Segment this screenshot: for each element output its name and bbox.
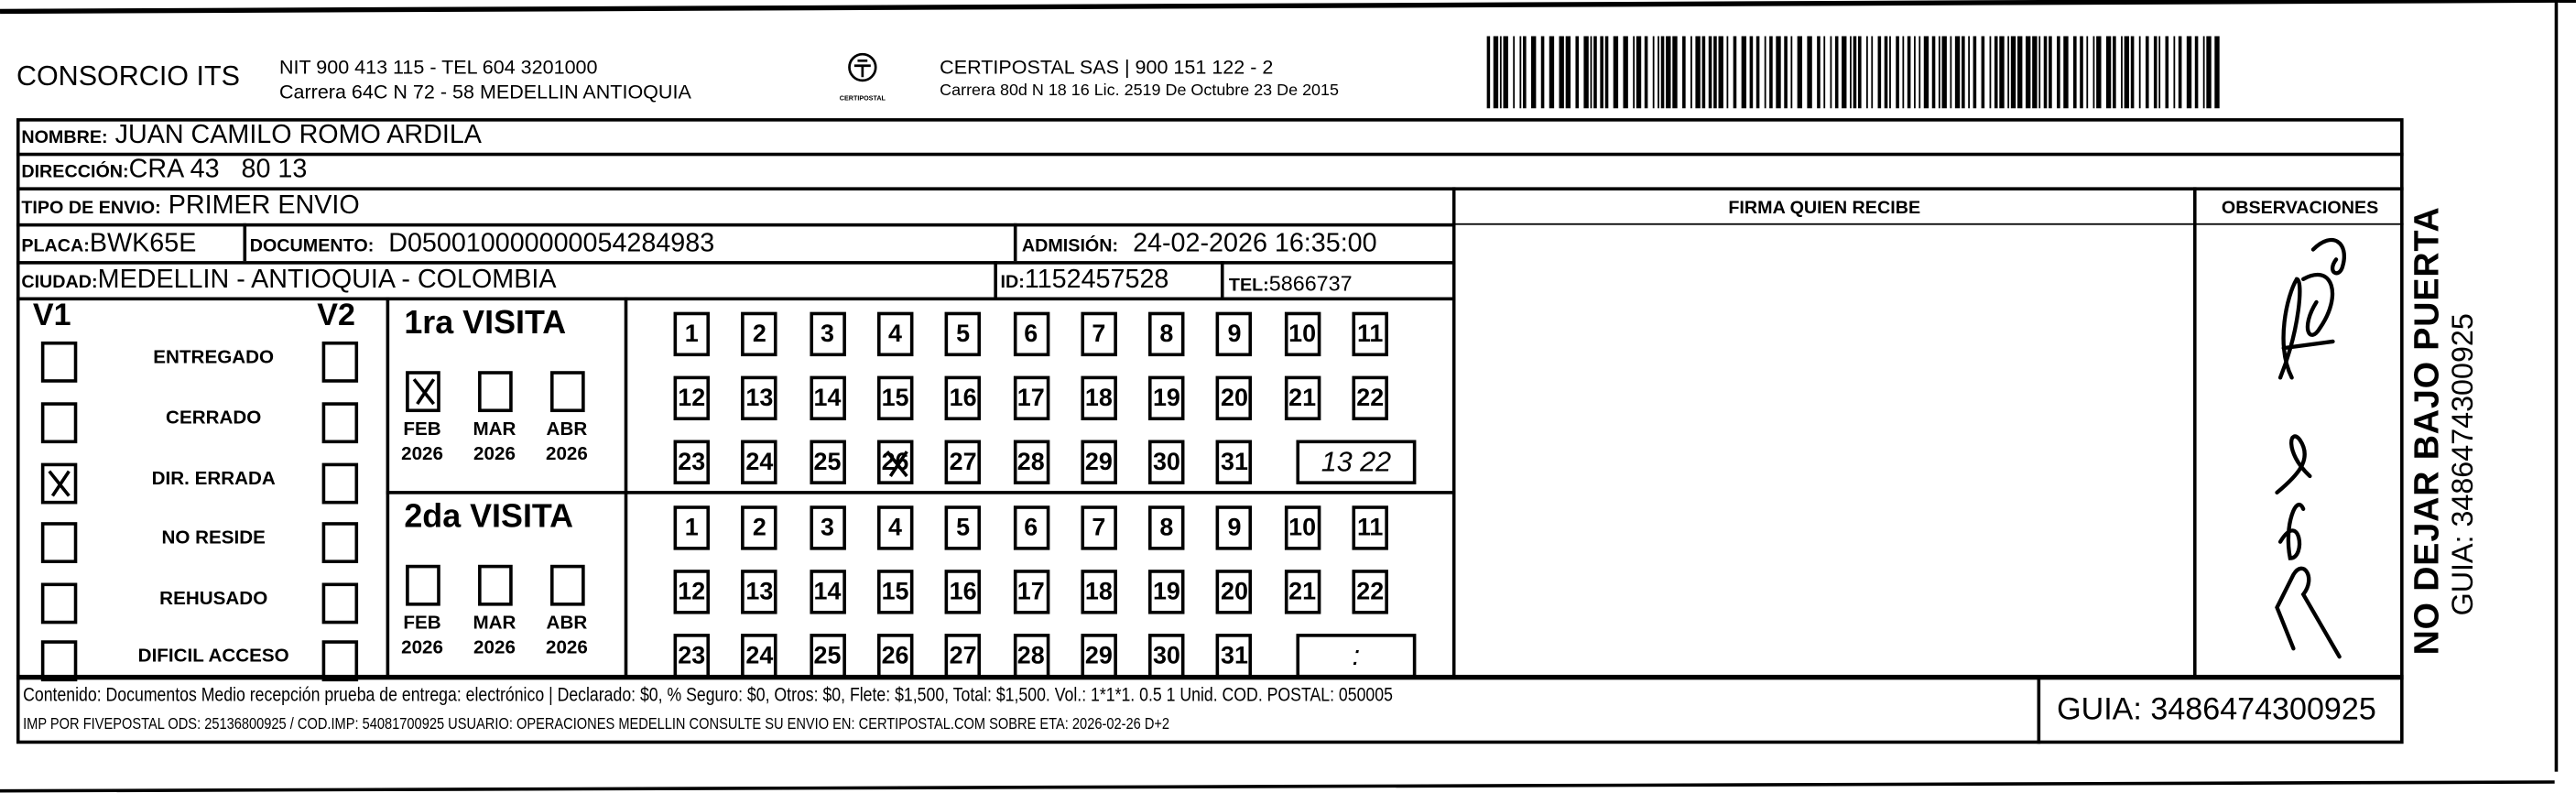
nombre-value: JUAN CAMILO ROMO ARDILA	[114, 121, 482, 150]
barcode-bar	[1636, 36, 1641, 108]
year-label: 2026	[545, 638, 588, 658]
barcode-bar	[1776, 36, 1780, 108]
v1-checkbox[interactable]	[41, 583, 77, 625]
day-box[interactable]: 26	[877, 440, 913, 484]
logo-icon	[844, 49, 880, 85]
day-box[interactable]: 26	[877, 634, 913, 678]
barcode-bar	[2139, 36, 2141, 108]
day-box[interactable]: 25	[810, 634, 845, 678]
id-label: ID:	[1000, 272, 1025, 293]
carrier-info	[940, 56, 1339, 103]
barcode-bar	[2206, 36, 2211, 108]
day-box[interactable]: 21	[1284, 376, 1320, 420]
month-label: FEB	[403, 420, 441, 440]
admision-value: 24-02-2026 16:35:00	[1133, 230, 1377, 258]
v2-checkbox[interactable]	[322, 342, 358, 383]
barcode-bar	[1853, 36, 1857, 108]
barcode-bar	[1633, 36, 1635, 108]
barcode-bar	[1924, 36, 1929, 108]
day-box[interactable]: 13	[742, 376, 777, 420]
barcode-bar	[1982, 36, 1985, 108]
nombre-label: NOMBRE:	[21, 127, 108, 148]
day-box[interactable]: 12	[674, 570, 710, 614]
barcode-bar	[2158, 36, 2160, 108]
barcode-bar	[1726, 36, 1728, 108]
barcode-bar	[1878, 36, 1882, 108]
status-label: DIR. ERRADA	[151, 469, 276, 490]
admision-label: ADMISIÓN:	[1021, 236, 1119, 256]
day-box[interactable]: 4	[877, 505, 913, 549]
v1-checkbox[interactable]	[41, 522, 77, 563]
documento-label: DOCUMENTO:	[249, 236, 375, 256]
barcode-bar	[1713, 36, 1717, 108]
year-label: 2026	[473, 444, 516, 465]
barcode-bar	[1742, 36, 1746, 108]
day-box[interactable]: 3	[810, 505, 845, 549]
barcode-bar	[1653, 36, 1655, 108]
company-info	[279, 56, 691, 105]
barcode-bar	[2057, 36, 2060, 108]
v1-checkbox[interactable]	[41, 402, 77, 443]
day-box[interactable]: 24	[742, 634, 777, 678]
day-box[interactable]: 22	[1352, 570, 1387, 614]
barcode-bar	[2096, 36, 2101, 108]
barcode-bar	[1531, 36, 1536, 108]
direccion-value: CRA 43 80 13	[128, 156, 308, 184]
tipo-value: PRIMER ENVIO	[168, 191, 360, 221]
barcode-bar	[1942, 36, 1947, 108]
v1-checkbox[interactable]	[41, 342, 77, 383]
contents-text: Contenido: Documentos Medio recepción prueba de entrega: electrónico | Declarado: $0, % Seguro: $0, Otros: $0, Flete: $1,500, Total: $1,500. Vol.: 1*1*1. 0.5 1 Unid. COD. POSTAL: 050005	[23, 684, 1393, 706]
day-box[interactable]: 15	[877, 376, 913, 420]
tel-label: TEL:	[1228, 276, 1269, 296]
barcode-bar	[1566, 36, 1571, 108]
side-notice	[2408, 206, 2479, 655]
barcode-bar	[1750, 36, 1754, 108]
barcode-bar	[2017, 36, 2022, 108]
barcode-bar	[2146, 36, 2149, 108]
barcode-bar	[2214, 36, 2219, 108]
day-box[interactable]: 8	[1148, 505, 1184, 549]
barcode-bar	[1623, 36, 1627, 108]
day-box[interactable]: 12	[674, 376, 710, 420]
contents-line	[23, 685, 1635, 706]
day-box[interactable]: 15	[877, 570, 913, 614]
barcode-bar	[2011, 36, 2016, 108]
day-box[interactable]: 16	[945, 376, 981, 420]
month-checkbox[interactable]	[550, 371, 585, 412]
barcode-bar	[1962, 36, 1965, 108]
barcode-bar	[2131, 36, 2135, 108]
v2-checkbox[interactable]	[322, 640, 358, 681]
day-box[interactable]: 11	[1352, 505, 1387, 549]
day-box[interactable]: 7	[1081, 505, 1116, 549]
year-label: 2026	[545, 444, 588, 465]
barcode-bar	[1672, 36, 1677, 108]
month-label: MAR	[473, 614, 516, 635]
day-box[interactable]: 1	[674, 505, 710, 549]
barcode-bar	[2113, 36, 2116, 108]
day-box[interactable]: 23	[674, 440, 710, 484]
barcode-bar	[1519, 36, 1521, 108]
day-box[interactable]: 20	[1216, 376, 1252, 420]
company-address: Carrera 64C N 72 - 58 MEDELLIN ANTIOQUIA	[278, 80, 691, 103]
barcode-bar	[1702, 36, 1706, 108]
day-box[interactable]: 13	[742, 570, 777, 614]
day-box[interactable]: 17	[1013, 376, 1049, 420]
month-checkbox[interactable]	[406, 371, 440, 412]
barcode-bar	[2080, 36, 2083, 108]
barcode-bar	[1513, 36, 1515, 108]
day-box[interactable]: 21	[1284, 570, 1320, 614]
barcode-bar	[1914, 36, 1916, 108]
direccion-label: DIRECCIÓN:	[21, 162, 129, 183]
firma-header: FIRMA QUIEN RECIBE	[1728, 198, 1921, 219]
barcode-bar	[1695, 36, 1700, 108]
v2-checkbox[interactable]	[322, 522, 358, 563]
v2-checkbox[interactable]	[322, 463, 358, 505]
carrier-address: Carrera 80d N 18 16 Lic. 2519 De Octubre 23 De 2015	[940, 81, 1339, 101]
barcode-bar	[2173, 36, 2175, 108]
barcode-bar	[1835, 36, 1839, 108]
placa-field	[21, 230, 196, 259]
barcode-bar	[1575, 36, 1579, 108]
day-box[interactable]: 23	[674, 634, 710, 678]
month-label: ABR	[546, 420, 588, 440]
day-box[interactable]: 2	[742, 505, 777, 549]
barcode-bar	[1999, 36, 2004, 108]
day-box[interactable]: 8	[1148, 312, 1184, 356]
day-box[interactable]: 9	[1216, 505, 1252, 549]
barcode-bar	[1504, 36, 1508, 108]
barcode-bar	[1756, 36, 1760, 108]
barcode-bar	[1990, 36, 1992, 108]
status-label: CERRADO	[166, 408, 262, 429]
barcode-bar	[1682, 36, 1686, 108]
day-box[interactable]: 31	[1216, 634, 1252, 678]
v1-checkbox[interactable]	[41, 463, 77, 505]
barcode-bar	[2007, 36, 2009, 108]
day-box[interactable]: 11	[1352, 312, 1387, 356]
day-box[interactable]: 5	[945, 312, 981, 356]
barcode-bar	[2203, 36, 2205, 108]
barcode-bar	[2032, 36, 2037, 108]
barcode-bar	[1593, 36, 1597, 108]
signature-area[interactable]	[1455, 225, 2193, 675]
day-box[interactable]: 25	[810, 440, 845, 484]
barcode-bar	[2165, 36, 2168, 108]
handwritten-signature	[2201, 230, 2398, 673]
scan-edge-bottom	[0, 780, 2555, 792]
barcode-bar	[2026, 36, 2030, 108]
barcode-bar	[1605, 36, 1609, 108]
day-box[interactable]: 10	[1284, 505, 1320, 549]
direccion-field	[21, 156, 307, 185]
barcode-bar	[1523, 36, 1527, 108]
barcode-bar	[1823, 36, 1825, 108]
barcode-bar	[1896, 36, 1899, 108]
barcode-bar	[1549, 36, 1554, 108]
month-label: MAR	[473, 420, 516, 440]
day-box[interactable]: 31	[1216, 440, 1252, 484]
barcode-bar	[1885, 36, 1888, 108]
barcode-bar	[1583, 36, 1588, 108]
month-checkbox[interactable]	[478, 565, 513, 606]
side-warning: NO DEJAR BAJO PUERTA	[2408, 206, 2447, 656]
barcode-bar	[1645, 36, 1648, 108]
barcode-bar	[1817, 36, 1821, 108]
barcode-bar	[1918, 36, 1920, 108]
barcode-bar	[1973, 36, 1977, 108]
day-box[interactable]: 17	[1013, 570, 1049, 614]
day-box[interactable]: 19	[1148, 570, 1184, 614]
barcode-bar	[2086, 36, 2088, 108]
month-checkbox[interactable]	[406, 565, 440, 606]
day-box[interactable]: 19	[1148, 376, 1184, 420]
barcode-bar	[1850, 36, 1852, 108]
barcode-bar	[1734, 36, 1737, 108]
barcode-bar	[1666, 36, 1670, 108]
day-box[interactable]: 2	[742, 312, 777, 356]
barcode-bar	[1658, 36, 1659, 108]
barcode-bar	[1494, 36, 1498, 108]
day-box[interactable]: 10	[1284, 312, 1320, 356]
barcode-bar	[1765, 36, 1766, 108]
placa-value: BWK65E	[89, 230, 197, 258]
certipostal-logo	[838, 49, 887, 102]
ciudad-value: MEDELLIN - ANTIOQUIA - COLOMBIA	[97, 266, 557, 294]
day-box[interactable]: 5	[945, 505, 981, 549]
barcode-bar	[2121, 36, 2123, 108]
v2-header: V2	[317, 299, 355, 333]
barcode-bar	[2044, 36, 2048, 108]
barcode-bar	[2063, 36, 2068, 108]
barcode-bar	[1968, 36, 1970, 108]
barcode-bar	[1709, 36, 1712, 108]
v1-checkbox[interactable]	[41, 640, 77, 681]
day-box[interactable]: 22	[1352, 376, 1387, 420]
day-box[interactable]: 6	[1013, 505, 1049, 549]
barcode-bar	[1831, 36, 1832, 108]
carrier-nit: CERTIPOSTAL SAS | 900 151 122 - 2	[940, 55, 1274, 80]
year-label: 2026	[473, 638, 516, 658]
barcode-bar	[2154, 36, 2158, 108]
barcode-bar	[1769, 36, 1773, 108]
barcode-bar	[1871, 36, 1873, 108]
side-guia: GUIA: 3486474300925	[2446, 313, 2480, 616]
documento-field	[250, 230, 715, 259]
tel-value: 5866737	[1268, 270, 1353, 296]
day-box[interactable]: 29	[1081, 440, 1116, 484]
day-box[interactable]: 18	[1081, 570, 1116, 614]
scan-edge-right	[2555, 0, 2559, 772]
barcode-bar	[2195, 36, 2199, 108]
print-info-text: IMP POR FIVEPOSTAL ODS: 25136800925 / COD.IMP: 54081700925 USUARIO: OPERACIONES MEDELLIN CONSULTE SU ENVIO EN: CERTIPOSTAL.COM SOBRE ETA: 2026-02-26 D+2	[23, 715, 1170, 734]
barcode-bar	[1994, 36, 1998, 108]
barcode-bar	[2179, 36, 2182, 108]
id-value: 1152457528	[1024, 266, 1169, 294]
day-box[interactable]: 30	[1148, 634, 1184, 678]
status-label: REHUSADO	[159, 589, 268, 610]
barcode-bar	[1690, 36, 1692, 108]
barcode-bar	[1600, 36, 1603, 108]
barcode-bar	[2187, 36, 2191, 108]
barcode-bar	[1784, 36, 1788, 108]
barcode-bar	[1798, 36, 1802, 108]
barcode-bar	[1939, 36, 1940, 108]
barcode-bar	[2049, 36, 2052, 108]
barcode-bar	[1950, 36, 1951, 108]
company-name: CONSORCIO ITS	[16, 60, 240, 92]
barcode-bar	[2106, 36, 2111, 108]
day-box[interactable]: 4	[877, 312, 913, 356]
scan-edge	[0, 0, 2576, 14]
barcode-bar	[1908, 36, 1911, 108]
day-box[interactable]: 29	[1081, 634, 1116, 678]
x-mark-icon	[882, 447, 911, 482]
barcode-bar	[1719, 36, 1723, 108]
placa-label: PLACA:	[21, 236, 90, 256]
day-box[interactable]: 20	[1216, 570, 1252, 614]
day-box[interactable]: 3	[810, 312, 845, 356]
visit-title: 1ra VISITA	[404, 305, 567, 342]
month-label: ABR	[546, 614, 588, 635]
month-checkbox[interactable]	[478, 371, 513, 412]
day-box[interactable]: 14	[810, 376, 845, 420]
v2-checkbox[interactable]	[322, 583, 358, 625]
barcode-bar	[1790, 36, 1792, 108]
barcode-bar	[1500, 36, 1502, 108]
day-box[interactable]: 28	[1013, 634, 1049, 678]
status-label: ENTREGADO	[153, 348, 275, 368]
barcode-bar	[2093, 36, 2095, 108]
barcode-bar	[1591, 36, 1592, 108]
day-box[interactable]: 18	[1081, 376, 1116, 420]
observaciones-header: OBSERVACIONES	[2221, 198, 2379, 219]
time-box[interactable]: 13 22	[1296, 440, 1416, 484]
barcode-bar	[1902, 36, 1904, 108]
x-mark-icon	[409, 375, 439, 409]
day-box[interactable]: 24	[742, 440, 777, 484]
barcode-bar	[1560, 36, 1564, 108]
x-mark-icon	[44, 466, 73, 501]
id-field	[1001, 266, 1169, 295]
visit-title: 2da VISITA	[404, 499, 574, 536]
nombre-field	[21, 122, 482, 151]
day-box[interactable]: 7	[1081, 312, 1116, 356]
guia-number: GUIA: 3486474300925	[2057, 692, 2376, 728]
barcode-bar	[1866, 36, 1868, 108]
barcode-bar	[1614, 36, 1618, 108]
barcode-bar	[2038, 36, 2040, 108]
day-box[interactable]: 27	[945, 634, 981, 678]
tel-field	[1229, 269, 1353, 299]
year-label: 2026	[401, 444, 444, 465]
barcode-bar	[1487, 36, 1491, 108]
tipo-label: TIPO DE ENVIO:	[21, 198, 161, 219]
v2-checkbox[interactable]	[322, 402, 358, 443]
barcode-bar	[1955, 36, 1960, 108]
barcode-bar	[1858, 36, 1862, 108]
day-box[interactable]: 6	[1013, 312, 1049, 356]
day-box[interactable]: 1	[674, 312, 710, 356]
year-label: 2026	[401, 638, 444, 658]
barcode-bar	[1889, 36, 1891, 108]
v1-header: V1	[32, 299, 71, 333]
day-box[interactable]: 16	[945, 570, 981, 614]
barcode-bar	[1842, 36, 1846, 108]
month-checkbox[interactable]	[550, 565, 585, 606]
day-box[interactable]: 9	[1216, 312, 1252, 356]
status-label: DIFICIL ACCESO	[137, 646, 289, 667]
ciudad-label: CIUDAD:	[21, 272, 98, 293]
day-box[interactable]: 30	[1148, 440, 1184, 484]
day-box[interactable]: 14	[810, 570, 845, 614]
logo-text: CERTIPOSTAL	[839, 93, 886, 103]
barcode-bar	[1807, 36, 1811, 108]
print-info-line	[23, 716, 1372, 734]
barcode-bar	[1661, 36, 1665, 108]
barcode-bar	[1541, 36, 1545, 108]
barcode-bar	[2073, 36, 2077, 108]
tipo-field	[21, 192, 359, 222]
admision-field	[1022, 230, 1377, 259]
time-box[interactable]: :	[1296, 634, 1416, 678]
status-label: NO RESIDE	[161, 528, 266, 549]
documento-value: D050010000000054284983	[388, 230, 715, 258]
day-box[interactable]: 27	[945, 440, 981, 484]
month-label: FEB	[403, 614, 441, 635]
ciudad-field	[21, 266, 556, 295]
barcode-icon	[1487, 36, 2223, 108]
barcode-bar	[2125, 36, 2129, 108]
barcode-bar	[1932, 36, 1936, 108]
company-nit: NIT 900 413 115 - TEL 604 3201000	[278, 55, 598, 80]
day-box[interactable]: 28	[1013, 440, 1049, 484]
